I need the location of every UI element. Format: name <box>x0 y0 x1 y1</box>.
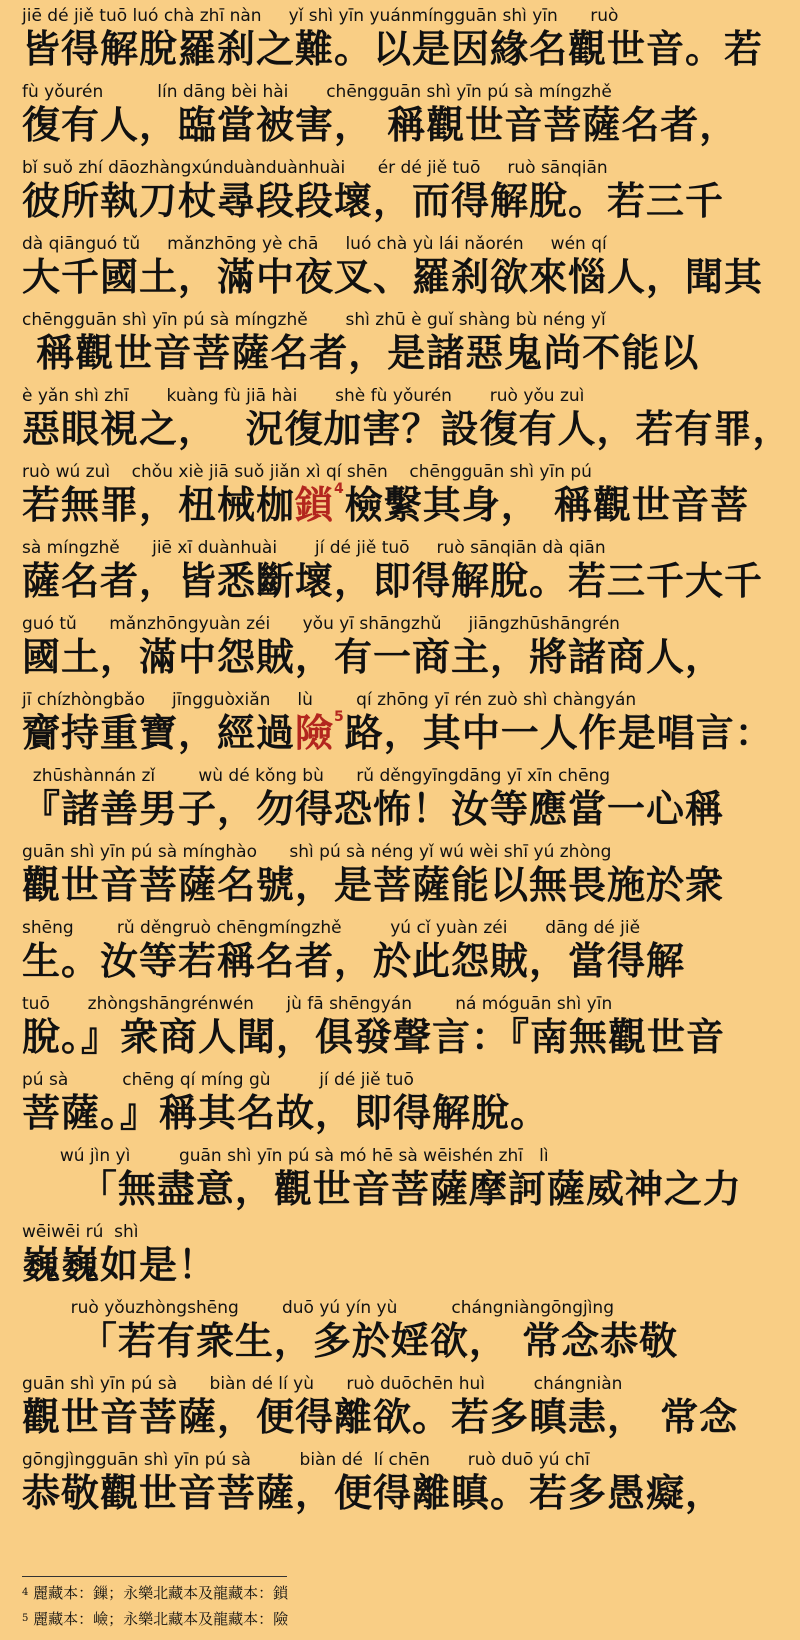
pinyin-line: wēiwēi rú shì <box>22 1222 139 1242</box>
text-line <box>22 82 782 148</box>
hanzi-line <box>22 1470 782 1516</box>
footnote-5: $^5$ 麗藏本：嶮；永樂北藏本及龍藏本：險 <box>22 1610 289 1628</box>
text-line <box>22 234 782 300</box>
pinyin-line: guān shì yīn pú sà mínghào shì pú sà néng yǐ wú wèi shī yú zhòng <box>22 842 612 862</box>
text-line <box>22 1374 782 1440</box>
text-line <box>22 158 782 224</box>
pinyin-line: è yǎn shì zhī kuàng fù jiā hài shè fù yǒurén ruò yǒu zuì <box>22 386 585 406</box>
text-line <box>22 1450 782 1516</box>
text-line <box>22 918 782 984</box>
pinyin-line: wú jìn yì guān shì yīn pú sà mó hē sà wēishén zhī lì <box>22 1146 549 1166</box>
hanzi-text: 大千國土，滿中夜叉、羅刹欲來惱人，聞其 <box>22 255 764 299</box>
footnote-marker: 5 <box>334 709 345 725</box>
hanzi-line <box>22 1242 782 1288</box>
hanzi-text: 齎持重寶，經過 <box>22 711 296 755</box>
pinyin-line: bǐ suǒ zhí dāozhàngxúnduànduànhuài ér dé jiě tuō ruò sānqiān <box>22 158 608 178</box>
hanzi-line <box>22 482 782 528</box>
text-line <box>22 994 782 1060</box>
text-line <box>22 690 782 756</box>
hanzi-text: 惡眼視之， 況復加害？設復有人，若有罪， <box>22 407 792 451</box>
hanzi-line <box>22 634 782 680</box>
hanzi-text: 若無罪，杻械枷 <box>22 483 296 527</box>
footnote-4: $^4$ 麗藏本：鏁；永樂北藏本及龍藏本：鎖 <box>22 1584 289 1602</box>
pinyin-line: gōngjìngguān shì yīn pú sà biàn dé lí chēn ruò duō yú chī <box>22 1450 590 1470</box>
hanzi-text: 復有人，臨當被害， 稱觀世音菩薩名者， <box>22 103 739 147</box>
pinyin-line: fù yǒurén lín dāng bèi hài chēngguān shì yīn pú sà míngzhě <box>22 82 612 102</box>
text-line <box>22 386 792 452</box>
hanzi-line <box>22 862 782 908</box>
text-line <box>22 842 782 908</box>
hanzi-line <box>22 406 792 452</box>
text-line <box>22 766 782 832</box>
text-line <box>22 462 782 528</box>
hanzi-line <box>22 330 782 376</box>
hanzi-text: 薩名者，皆悉斷壞，即得解脫。若三千大千 <box>22 559 764 603</box>
hanzi-line <box>22 558 782 604</box>
hanzi-line <box>22 254 782 300</box>
text-line <box>22 1222 782 1288</box>
variant-character: 險 <box>295 711 335 755</box>
variant-character: 鎖 <box>295 483 335 527</box>
pinyin-line: ruò wú zuì chǒu xiè jiā suǒ jiǎn xì qí shēn chēngguān shì yīn pú <box>22 462 592 482</box>
pinyin-line: jiē dé jiě tuō luó chà zhī nàn yǐ shì yīn yuánmíngguān shì yīn ruò <box>22 6 619 26</box>
hanzi-line <box>22 178 782 224</box>
hanzi-line <box>22 1318 782 1364</box>
hanzi-text: 觀世音菩薩，便得離欲。若多瞋恚， 常念 <box>22 1395 739 1439</box>
pinyin-line: dà qiānguó tǔ mǎnzhōng yè chā luó chà yù lái nǎorén wén qí <box>22 234 607 254</box>
pinyin-line: chēngguān shì yīn pú sà míngzhě shì zhū è guǐ shàng bù néng yǐ <box>22 310 606 330</box>
pinyin-line: guó tǔ mǎnzhōngyuàn zéi yǒu yī shāngzhǔ jiāngzhūshāngrén <box>22 614 620 634</box>
text-line <box>22 1146 782 1212</box>
hanzi-text: 恭敬觀世音菩薩，便得離瞋。若多愚癡， <box>22 1471 725 1515</box>
hanzi-text: 「若有衆生，多於婬欲， 常念恭敬 <box>22 1319 679 1363</box>
footnote-marker: 4 <box>334 481 345 497</box>
text-line <box>22 538 782 604</box>
hanzi-text: 脫。』衆商人聞，俱發聲言：『南無觀世音 <box>22 1015 726 1059</box>
hanzi-text: 生。汝等若稱名者，於此怨賊，當得解 <box>22 939 686 983</box>
pinyin-line: tuō zhòngshāngrénwén jù fā shēngyán ná móguān shì yīn <box>22 994 613 1014</box>
hanzi-text: 彼所執刀杖尋段段壞，而得解脫。若三千 <box>22 179 725 223</box>
pinyin-line: pú sà chēng qí míng gù jí dé jiě tuō <box>22 1070 414 1090</box>
hanzi-line <box>22 1014 782 1060</box>
pinyin-line: ruò yǒuzhòngshēng duō yú yín yù chángniàngōngjìng <box>22 1298 614 1318</box>
hanzi-text: 「無盡意，觀世音菩薩摩訶薩威神之力 <box>22 1167 742 1211</box>
hanzi-text: 『諸善男子，勿得恐怖！汝等應當一心稱 <box>22 787 725 831</box>
hanzi-line <box>22 26 782 72</box>
hanzi-line <box>22 710 782 756</box>
hanzi-text: 巍巍如是！ <box>22 1243 218 1287</box>
hanzi-line <box>22 102 782 148</box>
footnote-divider <box>22 1576 287 1577</box>
text-line <box>22 614 782 680</box>
hanzi-line <box>22 786 782 832</box>
text-line <box>22 6 782 72</box>
pinyin-line: zhūshànnán zǐ wù dé kǒng bù rǔ děngyīngdāng yī xīn chēng <box>22 766 611 786</box>
hanzi-text: 菩薩。』稱其名故，即得解脫。 <box>22 1091 550 1135</box>
hanzi-text: 路，其中一人作是唱言： <box>344 711 774 755</box>
hanzi-line <box>22 1090 782 1136</box>
text-line <box>22 1070 782 1136</box>
hanzi-text: 檢繫其身， 稱觀世音菩 <box>344 483 750 527</box>
hanzi-text: 觀世音菩薩名號，是菩薩能以無畏施於衆 <box>22 863 725 907</box>
hanzi-text: 稱觀世音菩薩名者，是諸惡鬼尚不能以 <box>22 331 700 375</box>
hanzi-line <box>22 1394 782 1440</box>
text-line <box>22 310 782 376</box>
pinyin-line: jī chízhòngbǎo jīngguòxiǎn lù qí zhōng yī rén zuò shì chàngyán <box>22 690 637 710</box>
pinyin-line: sà míngzhě jiē xī duànhuài jí dé jiě tuō ruò sānqiān dà qiān <box>22 538 606 558</box>
hanzi-line <box>22 1166 782 1212</box>
pinyin-line: shēng rǔ děngruò chēngmíngzhě yú cǐ yuàn zéi dāng dé jiě <box>22 918 641 938</box>
hanzi-text: 皆得解脫羅刹之難。以是因緣名觀世音。若 <box>22 27 764 71</box>
pinyin-line: guān shì yīn pú sà biàn dé lí yù ruò duōchēn huì chángniàn <box>22 1374 623 1394</box>
hanzi-text: 國土，滿中怨賊，有一商主，將諸商人， <box>22 635 725 679</box>
hanzi-line <box>22 938 782 984</box>
text-line <box>22 1298 782 1364</box>
